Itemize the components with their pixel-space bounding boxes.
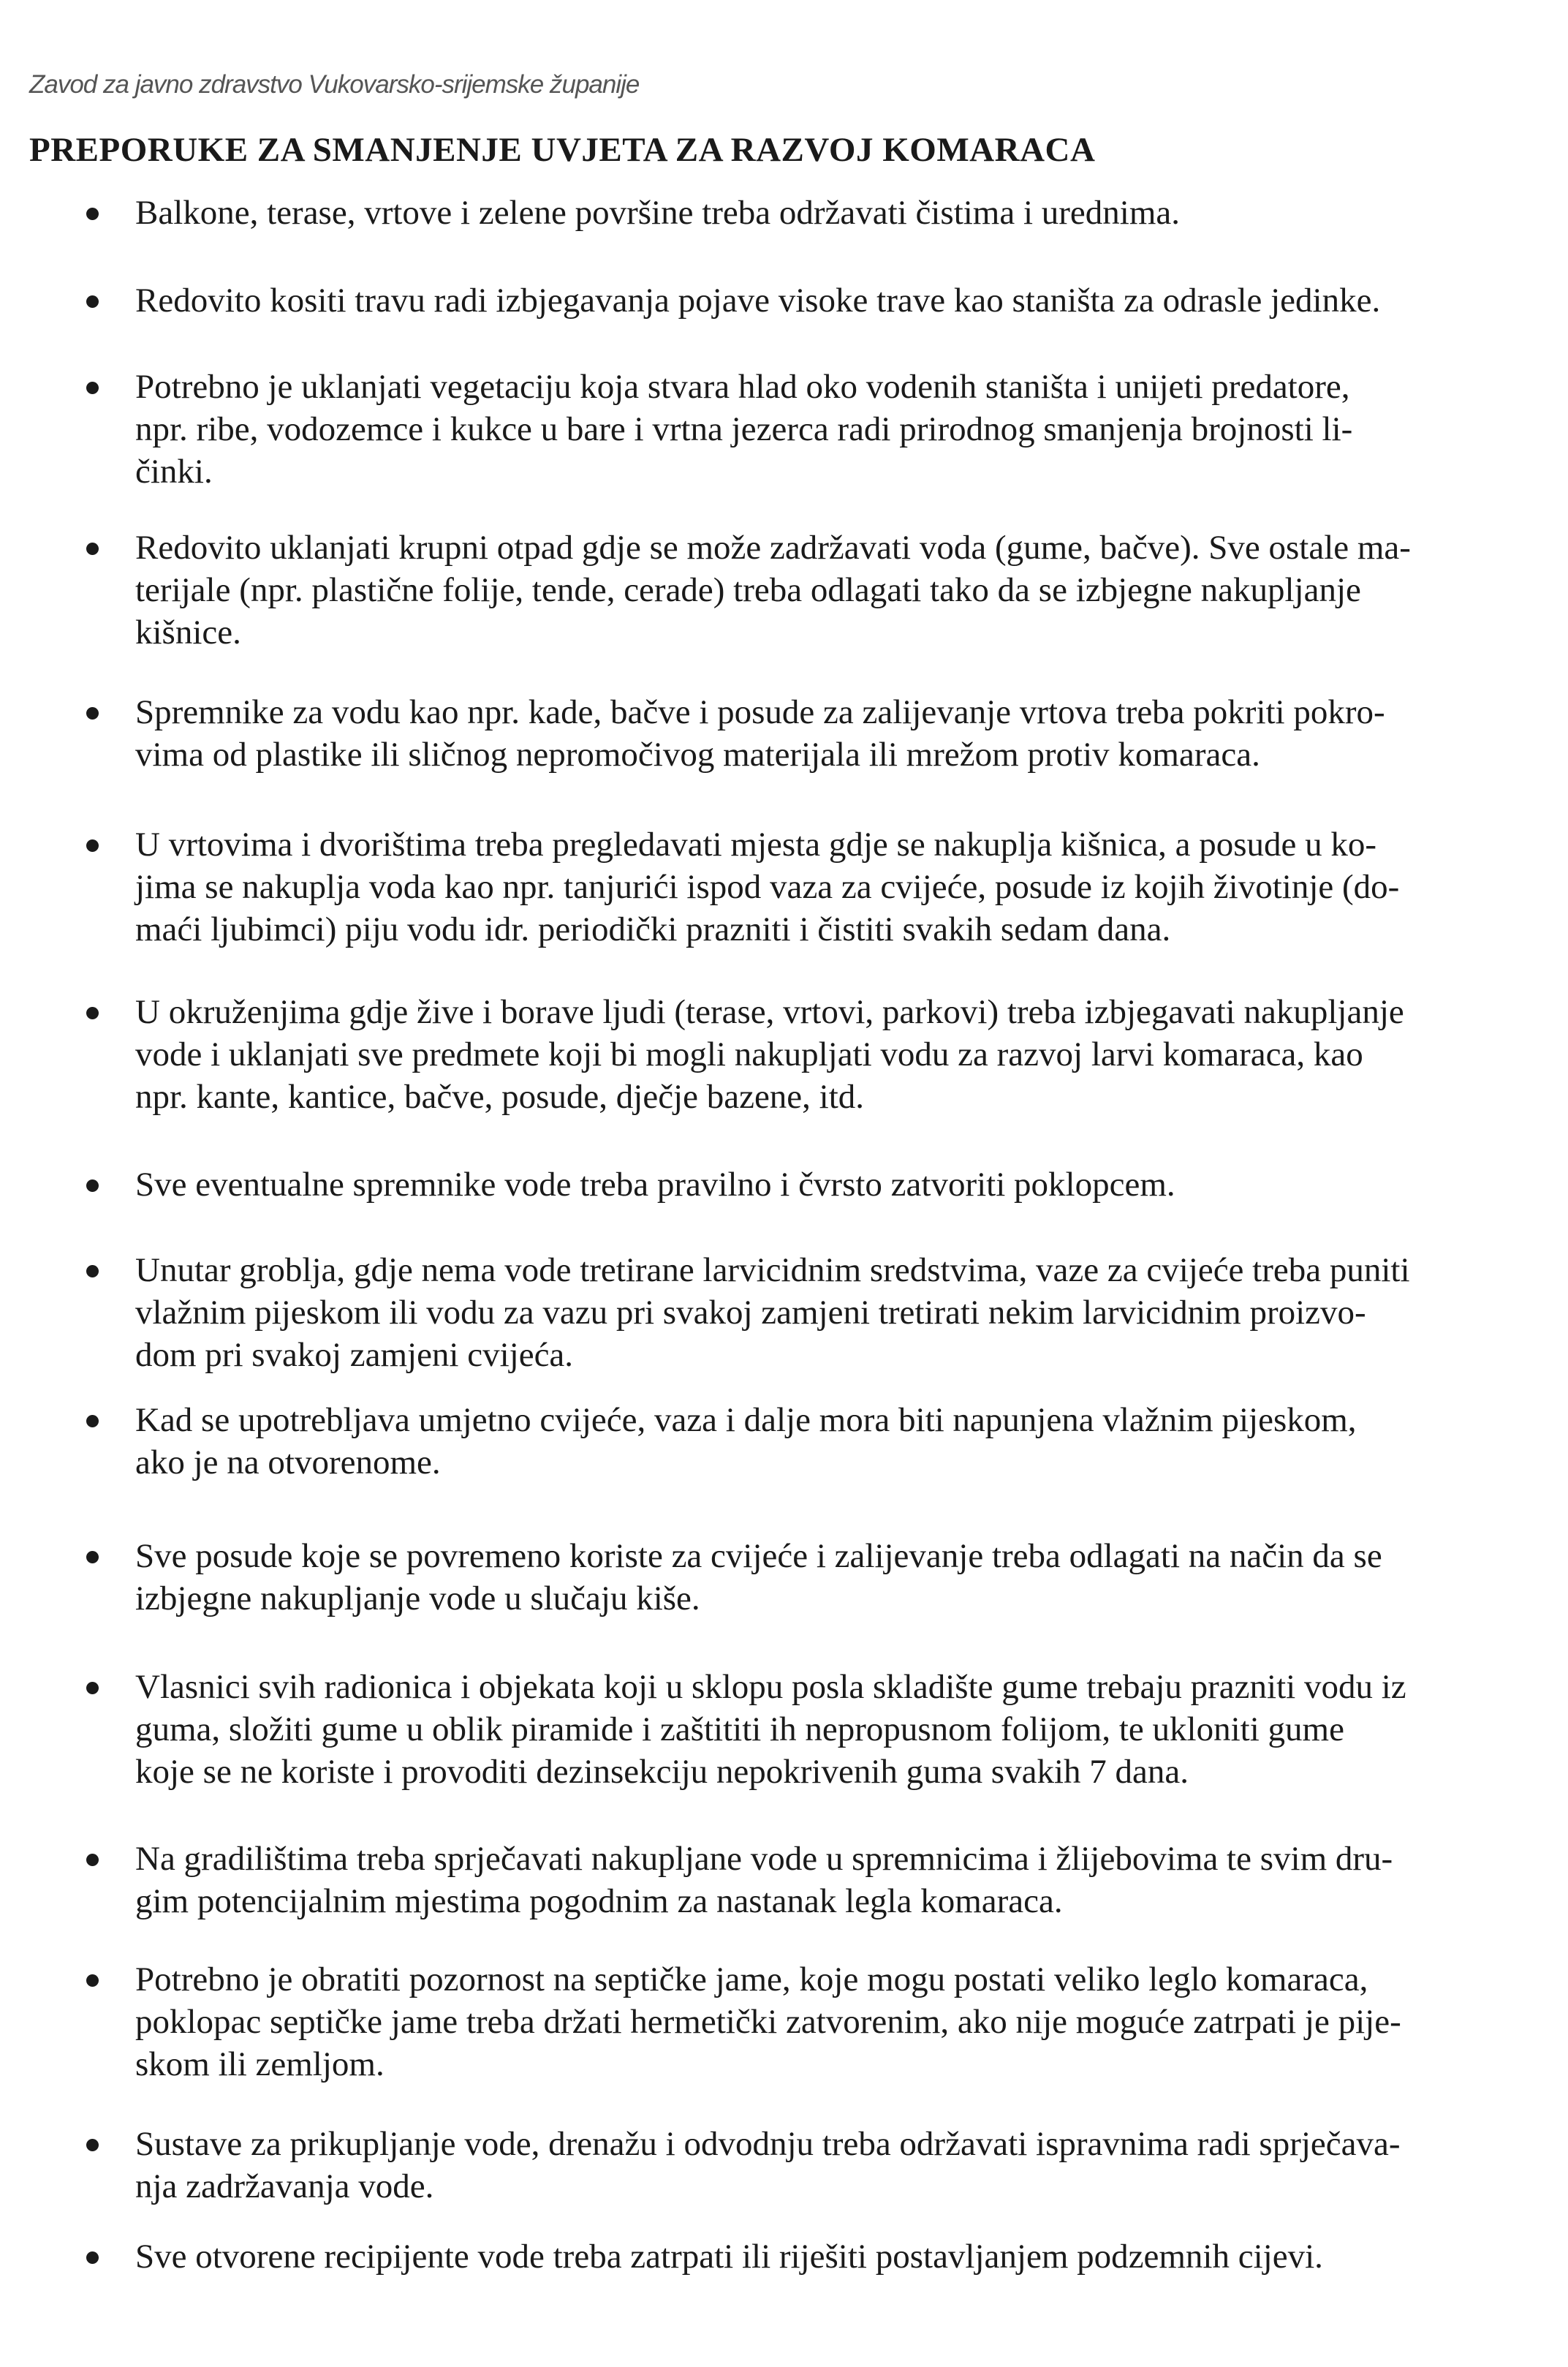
text-line: izbjegne nakupljanje vode u slučaju kiše. [135, 1579, 700, 1617]
list-item-text [135, 823, 1488, 951]
list-item-text [135, 1163, 1488, 1206]
text-line: Sve otvorene recipijente vode treba zatrpati ili riješiti postavljanjem podzemnih cijevi. [135, 2238, 1323, 2276]
text-line: nja zadržavanja vode. [135, 2167, 434, 2205]
bullet-icon [86, 2251, 99, 2264]
document-header: Zavod za javno zdravstvo Vukovarsko-srijemske županije [29, 70, 640, 99]
list-item-text [135, 2235, 1488, 2278]
bullet-icon [86, 1179, 99, 1192]
bullet-icon [86, 1551, 99, 1563]
list-item-text [135, 279, 1488, 322]
text-line: ako je na otvorenome. [135, 1443, 441, 1481]
list-item-text [135, 192, 1488, 234]
text-line: gim potencijalnim mjestima pogodnim za nastanak legla komaraca. [135, 1882, 1063, 1920]
page-title: PREPORUKE ZA SMANJENJE UVJETA ZA RAZVOJ KOMARACA [29, 131, 1096, 169]
text-line: npr. ribe, vodozemce i kukce u bare i vrtna jezerca radi prirodnog smanjenja brojnosti li- [135, 410, 1353, 448]
text-line: maći ljubimci) piju vodu idr. periodički prazniti i čistiti svakih sedam dana. [135, 910, 1171, 948]
text-line: Na gradilištima treba sprječavati nakupljane vode u spremnicima i žlijebovima te svim dru- [135, 1840, 1393, 1878]
list-item-text [135, 1535, 1488, 1620]
bullet-icon [86, 543, 99, 555]
bullet-icon [86, 707, 99, 720]
bullet-icon [86, 1974, 99, 1987]
text-line: skom ili zemljom. [135, 2045, 385, 2083]
text-line: guma, složiti gume u oblik piramide i zaštititi ih nepropusnom folijom, te ukloniti gume [135, 1710, 1344, 1748]
text-line: činki. [135, 453, 213, 491]
text-line: Kad se upotrebljava umjetno cvijeće, vaza i dalje mora biti napunjena vlažnim pijeskom, [135, 1401, 1357, 1439]
list-item-text [135, 366, 1488, 493]
text-line: Redovito uklanjati krupni otpad gdje se može zadržavati voda (gume, bačve). Sve ostale ma- [135, 529, 1411, 567]
text-line: vlažnim pijeskom ili vodu za vazu pri svakoj zamjeni tretirati nekim larvicidnim proizvo- [135, 1294, 1366, 1332]
bullet-icon [86, 208, 99, 220]
bullet-icon [86, 2139, 99, 2151]
text-line: U okruženjima gdje žive i borave ljudi (terase, vrtovi, parkovi) treba izbjegavati nakupljanje [135, 993, 1404, 1031]
text-line: npr. kante, kantice, bačve, posude, dječje bazene, itd. [135, 1078, 865, 1116]
text-line: Balkone, terase, vrtove i zelene površine treba održavati čistima i urednima. [135, 194, 1181, 232]
text-line: Sve posude koje se povremeno koriste za cvijeće i zalijevanje treba odlagati na način da se [135, 1537, 1382, 1575]
bullet-icon [86, 382, 99, 394]
bullet-icon [86, 1415, 99, 1427]
list-item-text [135, 1399, 1488, 1484]
bullet-icon [86, 839, 99, 852]
text-line: Sustave za prikupljanje vode, drenažu i odvodnju treba održavati ispravnima radi sprječava- [135, 2125, 1401, 2163]
list-item-text [135, 991, 1488, 1118]
text-line: terijale (npr. plastične folije, tende, cerade) treba odlagati tako da se izbjegne nakupljanje [135, 571, 1361, 609]
text-line: jima se nakuplja voda kao npr. tanjurići ispod vaza za cvijeće, posude iz kojih životinje (do- [135, 868, 1400, 906]
list-item-text [135, 1249, 1488, 1376]
text-line: Vlasnici svih radionica i objekata koji u sklopu posla skladište gume trebaju prazniti vodu iz [135, 1668, 1406, 1706]
text-line: kišnice. [135, 614, 241, 652]
bullet-icon [86, 1854, 99, 1866]
bullet-icon [86, 295, 99, 308]
text-line: koje se ne koriste i provoditi dezinsekciju nepokrivenih guma svakih 7 dana. [135, 1753, 1189, 1791]
text-line: Unutar groblja, gdje nema vode tretirane larvicidnim sredstvima, vaze za cvijeće treba puniti [135, 1251, 1410, 1289]
text-line: dom pri svakoj zamjeni cvijeća. [135, 1336, 574, 1374]
text-line: Sve eventualne spremnike vode treba pravilno i čvrsto zatvoriti poklopcem. [135, 1166, 1175, 1204]
text-line: vode i uklanjati sve predmete koji bi mogli nakupljati vodu za razvoj larvi komaraca, kao [135, 1035, 1363, 1073]
list-item-text [135, 1666, 1488, 1793]
text-line: vima od plastike ili sličnog nepromočivog materijala ili mrežom protiv komaraca. [135, 736, 1260, 774]
text-line: Potrebno je uklanjati vegetaciju koja stvara hlad oko vodenih staništa i unijeti predatore, [135, 368, 1350, 406]
bullet-icon [86, 1007, 99, 1019]
bullet-icon [86, 1682, 99, 1694]
list-item-text [135, 526, 1488, 654]
list-item-text [135, 1958, 1488, 2085]
list-item-text [135, 691, 1488, 776]
text-line: Spremnike za vodu kao npr. kade, bačve i posude za zalijevanje vrtova treba pokriti pokro- [135, 693, 1385, 731]
text-line: Potrebno je obratiti pozornost na septičke jame, koje mogu postati veliko leglo komaraca, [135, 1960, 1368, 1998]
text-line: U vrtovima i dvorištima treba pregledavati mjesta gdje se nakuplja kišnica, a posude u ko- [135, 826, 1377, 864]
text-line: Redovito kositi travu radi izbjegavanja pojave visoke trave kao staništa za odrasle jedinke. [135, 282, 1381, 320]
bullet-icon [86, 1265, 99, 1277]
list-item-text [135, 2123, 1488, 2208]
text-line: poklopac septičke jame treba držati hermetički zatvorenim, ako nije moguće zatrpati je pije- [135, 2003, 1401, 2041]
list-item-text [135, 1838, 1488, 1922]
